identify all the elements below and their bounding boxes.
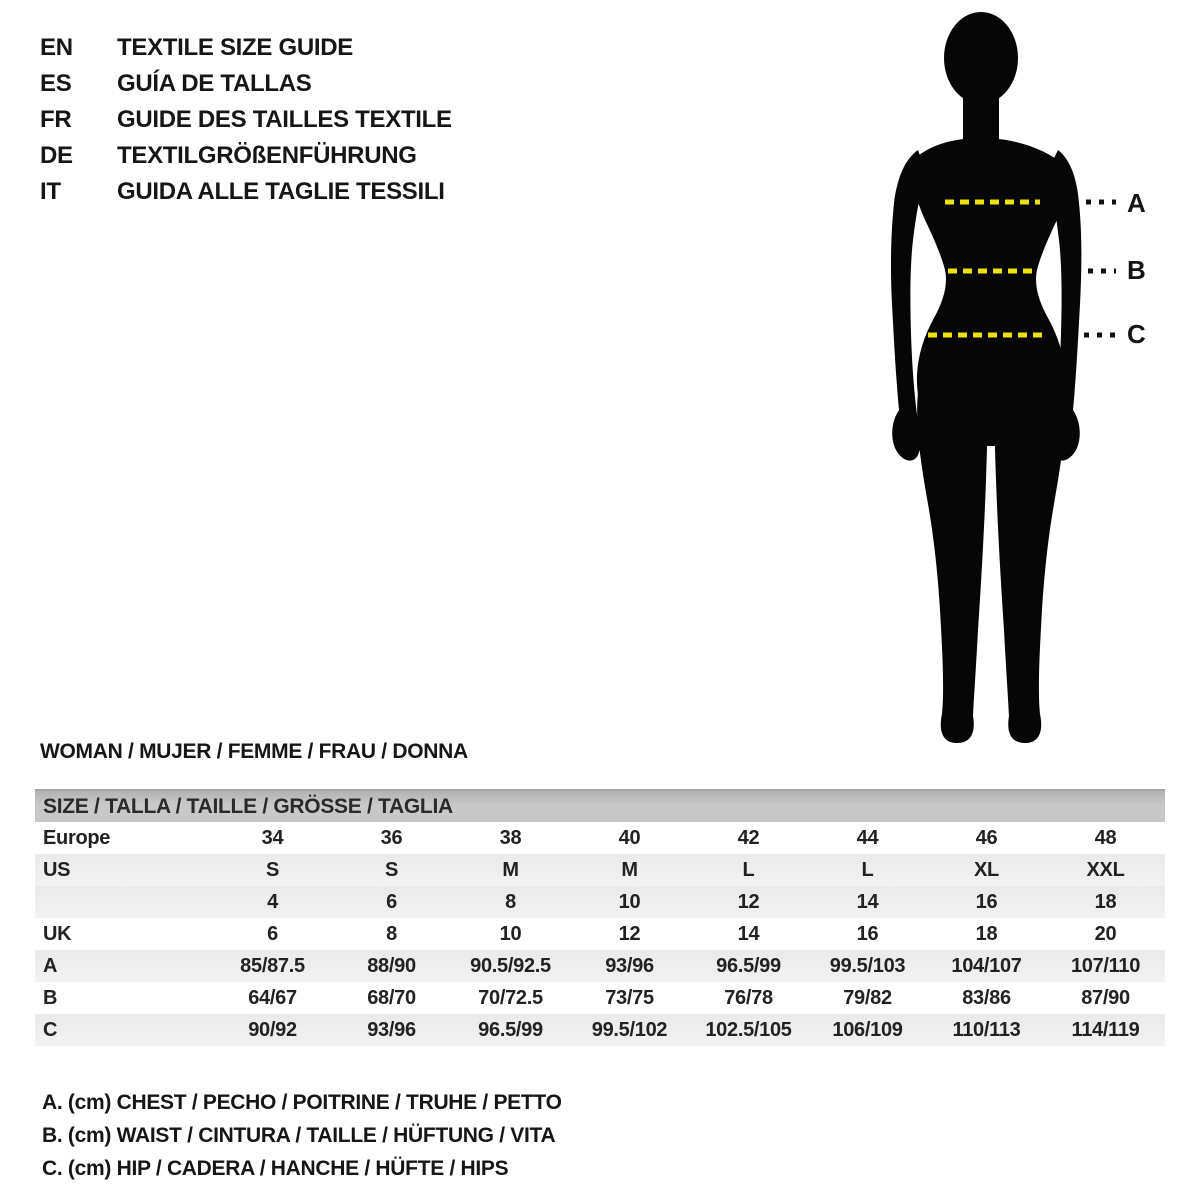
table-cell: 6 bbox=[386, 891, 397, 913]
table-cell: 18 bbox=[975, 923, 998, 945]
table-cell: 14 bbox=[856, 891, 879, 913]
table-cell: 16 bbox=[975, 891, 998, 913]
table-cell: XL bbox=[974, 859, 999, 881]
language-row-it bbox=[40, 174, 452, 210]
language-code: IT bbox=[40, 178, 61, 205]
table-row-europe bbox=[35, 822, 1165, 854]
table-row-b bbox=[35, 982, 1165, 1014]
table-cell: 76/78 bbox=[724, 987, 773, 1009]
language-title-list bbox=[40, 30, 452, 210]
table-cell: 107/110 bbox=[1070, 955, 1141, 977]
table-cell: M bbox=[621, 859, 638, 881]
table-cell: 93/96 bbox=[605, 955, 654, 977]
table-cell: 104/107 bbox=[951, 955, 1022, 977]
row-label: US bbox=[43, 859, 71, 881]
table-cell: 88/90 bbox=[367, 955, 416, 977]
table-cell: 10 bbox=[618, 891, 641, 913]
table-cell: 44 bbox=[856, 827, 879, 849]
table-cell: XXL bbox=[1086, 859, 1125, 881]
table-cell: 64/67 bbox=[248, 987, 297, 1009]
language-row-de bbox=[40, 138, 452, 174]
table-cell: 83/86 bbox=[962, 987, 1011, 1009]
language-row-fr bbox=[40, 102, 452, 138]
language-title: GUIDA ALLE TAGLIE TESSILI bbox=[117, 178, 445, 205]
marker-label-b: B bbox=[1127, 255, 1146, 285]
language-row-es bbox=[40, 66, 452, 102]
table-cell: 12 bbox=[737, 891, 760, 913]
table-cell: 46 bbox=[975, 827, 998, 849]
table-cell: S bbox=[265, 859, 280, 881]
legend-line-b: B. (cm) WAIST / CINTURA / TAILLE / HÜFTUNG / VITA bbox=[42, 1124, 556, 1147]
row-label: A bbox=[43, 955, 58, 977]
section-title: WOMAN / MUJER / FEMME / FRAU / DONNA bbox=[40, 740, 468, 763]
table-cell: 36 bbox=[380, 827, 403, 849]
language-code: EN bbox=[40, 34, 73, 61]
language-title: TEXTILE SIZE GUIDE bbox=[117, 34, 353, 61]
table-cell: S bbox=[384, 859, 399, 881]
row-label: Europe bbox=[43, 827, 111, 849]
table-cell: 70/72.5 bbox=[478, 987, 543, 1009]
size-table-header: SIZE / TALLA / TAILLE / GRÖSSE / TAGLIA bbox=[35, 789, 1165, 822]
table-cell: 48 bbox=[1094, 827, 1117, 849]
table-cell: 40 bbox=[618, 827, 641, 849]
table-cell: 87/90 bbox=[1081, 987, 1130, 1009]
table-cell: 102.5/105 bbox=[705, 1019, 792, 1041]
table-row-a bbox=[35, 950, 1165, 982]
table-cell: M bbox=[502, 859, 519, 881]
table-cell: 73/75 bbox=[605, 987, 654, 1009]
table-cell: 99.5/103 bbox=[829, 955, 906, 977]
table-cell: 85/87.5 bbox=[240, 955, 305, 977]
table-cell: 12 bbox=[618, 923, 641, 945]
table-cell: 8 bbox=[386, 923, 397, 945]
table-row-c bbox=[35, 1014, 1165, 1046]
table-cell: 6 bbox=[267, 923, 278, 945]
size-table bbox=[35, 789, 1165, 1046]
size-table-rows bbox=[35, 822, 1165, 1046]
table-cell: 42 bbox=[737, 827, 760, 849]
table-cell: 10 bbox=[499, 923, 522, 945]
legend-line-c: C. (cm) HIP / CADERA / HANCHE / HÜFTE / HIPS bbox=[42, 1157, 509, 1180]
language-title: GUÍA DE TALLAS bbox=[117, 70, 312, 97]
table-cell: 34 bbox=[261, 827, 284, 849]
table-cell: 16 bbox=[856, 923, 879, 945]
language-row-en bbox=[40, 30, 452, 66]
row-label: C bbox=[43, 1019, 58, 1041]
table-cell: 110/113 bbox=[952, 1019, 1021, 1041]
language-code: FR bbox=[40, 106, 72, 133]
table-row-us bbox=[35, 854, 1165, 886]
measurement-legend bbox=[42, 1086, 562, 1185]
table-cell: 114/119 bbox=[1071, 1019, 1140, 1041]
table-cell: L bbox=[742, 859, 755, 881]
table-cell: 90.5/92.5 bbox=[470, 955, 551, 977]
table-cell: 20 bbox=[1094, 923, 1117, 945]
row-label bbox=[35, 886, 213, 918]
table-cell: 90/92 bbox=[248, 1019, 297, 1041]
table-cell: 18 bbox=[1094, 891, 1117, 913]
silhouette-body bbox=[891, 12, 1081, 743]
table-cell: 96.5/99 bbox=[478, 1019, 543, 1041]
measurement-figure bbox=[860, 0, 1200, 760]
marker-label-a: A bbox=[1127, 188, 1146, 218]
table-cell: 99.5/102 bbox=[591, 1019, 668, 1041]
table-cell: 14 bbox=[737, 923, 760, 945]
marker-label-c: C bbox=[1127, 319, 1146, 349]
table-cell: L bbox=[861, 859, 874, 881]
table-cell: 106/109 bbox=[832, 1019, 903, 1041]
table-cell: 4 bbox=[267, 891, 278, 913]
table-cell: 93/96 bbox=[367, 1019, 416, 1041]
table-row-us-numeric bbox=[35, 886, 1165, 918]
table-cell: 96.5/99 bbox=[716, 955, 781, 977]
language-title: GUIDE DES TAILLES TEXTILE bbox=[117, 106, 452, 133]
table-cell: 38 bbox=[499, 827, 522, 849]
legend-line-a: A. (cm) CHEST / PECHO / POITRINE / TRUHE / PETTO bbox=[42, 1091, 562, 1114]
table-cell: 68/70 bbox=[367, 987, 416, 1009]
table-row-uk bbox=[35, 918, 1165, 950]
language-code: DE bbox=[40, 142, 73, 169]
table-cell: 79/82 bbox=[843, 987, 892, 1009]
woman-silhouette bbox=[860, 0, 1200, 760]
table-cell: 8 bbox=[505, 891, 516, 913]
row-label: UK bbox=[43, 923, 72, 945]
language-title: TEXTILGRÖßENFÜHRUNG bbox=[117, 142, 417, 169]
language-code: ES bbox=[40, 70, 72, 97]
row-label: B bbox=[43, 987, 58, 1009]
leader-lines bbox=[1084, 202, 1116, 335]
